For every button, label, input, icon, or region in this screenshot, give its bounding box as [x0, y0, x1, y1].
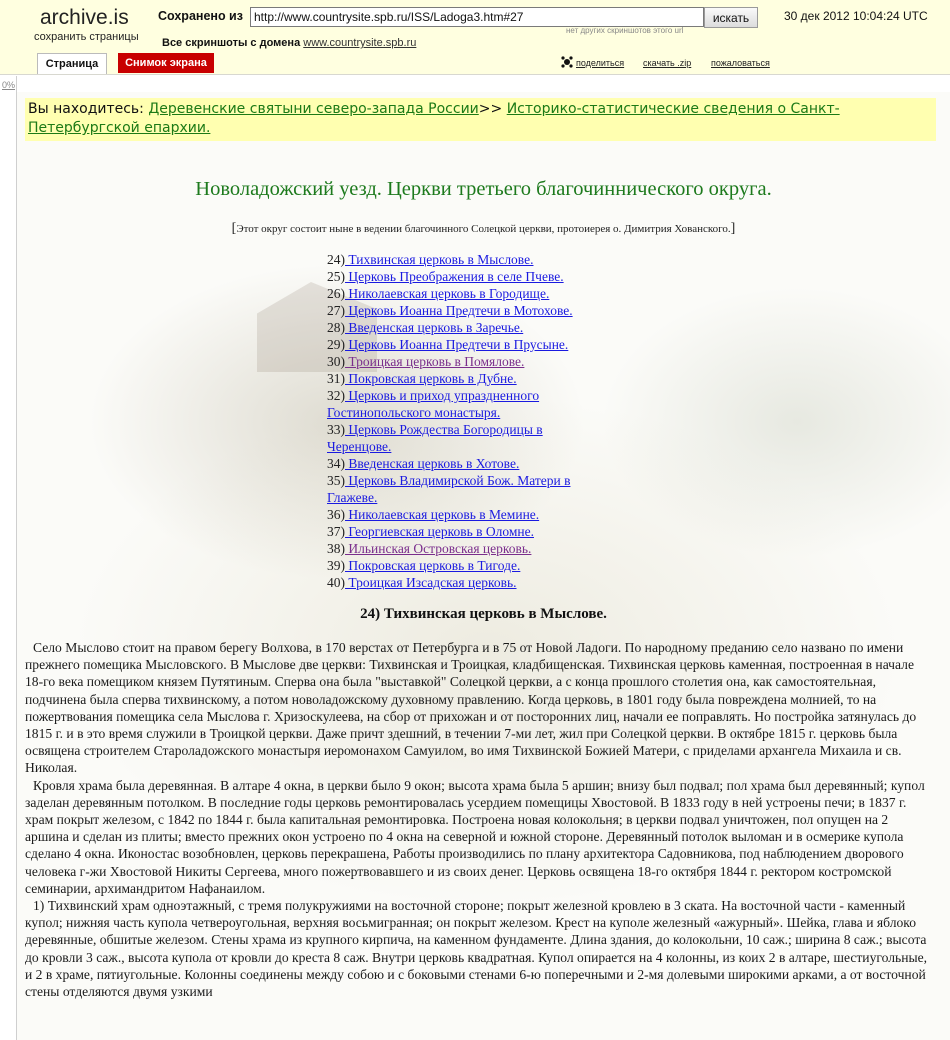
tab-page[interactable]: Страница — [37, 53, 107, 74]
district-note-text: Этот округ состоит ныне в ведении благочинного Солецкой церкви, протоиерея о. Димитрия Хованского. — [236, 223, 731, 235]
church-list-item — [327, 387, 587, 421]
breadcrumb-link-eparchy-info[interactable]: Историко-статистические сведения о Санкт-Петербургской епархии. — [28, 101, 840, 136]
church-list-item — [327, 506, 587, 523]
church-link[interactable]: Покровская церковь в Тигоде. — [345, 558, 521, 573]
church-list-number: 29) — [327, 337, 345, 352]
church-list-item — [327, 251, 587, 268]
all-screenshots-label — [162, 37, 416, 49]
saved-from-label: Сохранено из — [158, 9, 243, 23]
archive-logo[interactable]: archive.is — [40, 6, 129, 29]
url-input[interactable] — [250, 7, 704, 27]
church-link[interactable]: Троицкая церковь в Помялове. — [345, 354, 525, 369]
archived-page — [17, 92, 950, 1040]
church-list-number: 40) — [327, 575, 345, 590]
church-list-number: 32) — [327, 388, 345, 403]
church-list-item — [327, 557, 587, 574]
church-list-number: 33) — [327, 422, 345, 437]
church-list-number: 38) — [327, 541, 345, 556]
share-link[interactable]: поделиться — [576, 58, 625, 68]
breadcrumb-link-village-shrines[interactable]: Деревенские святыни северо-запада России — [148, 101, 479, 117]
district-note: [Этот округ состоит ныне в ведении благочинного Солецкой церкви, протоиерея о. Димитрия Хованского.] — [231, 221, 736, 236]
church-list — [327, 251, 587, 591]
church-link[interactable]: Покровская церковь в Дубне. — [345, 371, 517, 386]
church-list-item — [327, 455, 587, 472]
church-list-item — [327, 319, 587, 336]
church-list-item — [327, 574, 587, 591]
church-link[interactable]: Николаевская церковь в Городище. — [345, 286, 550, 301]
page-title: Новоладожский уезд. Церкви третьего благочиннического округа. — [195, 178, 772, 200]
church-link[interactable]: Ильинская Островская церковь. — [345, 541, 532, 556]
section-title: 24) Тихвинская церковь в Мыслове. — [360, 606, 607, 622]
church-list-item — [327, 540, 587, 557]
church-link[interactable]: Введенская церковь в Хотове. — [345, 456, 520, 471]
report-link[interactable]: пожаловаться — [711, 58, 770, 68]
church-list-number: 30) — [327, 354, 345, 369]
capture-datetime: 30 дек 2012 10:04:24 UTC — [784, 9, 928, 23]
church-list-item — [327, 421, 587, 455]
church-list-item — [327, 523, 587, 540]
paragraph: Село Мыслово стоит на правом берегу Волхова, в 170 верстах от Петербурга и в 75 от Новой Ладоги. По народному преданию село названо по имени прежнего помещика Мысловского. В Мыслове две церкви: Тихвинская и Троицкая, кладбищенская. Тихвинская церковь каменная, построенная в начале 18-го века помещиком князем Путятиным. Сперва она была "выставкой" Солецкой церкви, а с конца прошлого столетия она, как самостоятельная, подчинена была сперва тихвинскому, а потом новоладожскому духовному правлению. Когда церковь, в 1801 году была повреждена молнией, то на пожертвования помещика села Мыслова г. Хризоскулеева, на сбор от прихожан и от посторонних лиц, начали ее поправлять. Но постройка затянулась до 1815 г. и в это время служили в Троицкой церкви. Даже причт здешний, в течении 7-ми лет, жил при Солецкой церкви. В октябре 1815 г. церковь была освящена строителем Староладожского монастыря иеромонахом Самуилом, во имя Тихвинской Божией Матери, с приделами архангела Михаила и св. Николая. — [25, 640, 917, 776]
church-list-item — [327, 336, 587, 353]
church-list-number: 39) — [327, 558, 345, 573]
church-list-item — [327, 302, 587, 319]
church-list-number: 31) — [327, 371, 345, 386]
church-list-number: 34) — [327, 456, 345, 471]
church-list-item — [327, 268, 587, 285]
tab-screenshot[interactable]: Снимок экрана — [118, 53, 214, 73]
all-screenshots-text: Все скриншоты с домена — [162, 37, 301, 49]
church-list-number: 28) — [327, 320, 345, 335]
breadcrumb-prefix: Вы находитесь: — [28, 101, 144, 117]
church-list-number: 35) — [327, 473, 345, 488]
article-body — [25, 639, 935, 1000]
domain-link[interactable]: www.countrysite.spb.ru — [303, 37, 417, 49]
church-link[interactable]: Тихвинская церковь в Мыслове. — [345, 252, 534, 267]
church-list-item — [327, 353, 587, 370]
download-zip-link[interactable]: скачать .zip — [643, 58, 692, 68]
church-link[interactable]: Церковь Рождества Богородицы в Черенцове. — [327, 422, 543, 454]
no-other-screenshots-note: нет других скриншотов этого url — [566, 26, 684, 35]
scroll-percent[interactable]: 0% — [2, 80, 16, 90]
church-list-number: 27) — [327, 303, 345, 318]
church-list-item — [327, 285, 587, 302]
paragraph: 1) Тихвинский храм одноэтажный, с тремя полукружиями на восточной стороне; покрыт железной кровлею в 3 ската. На восточной части - каменный купол; нижняя часть купола четвероугольная, верхняя восьмигранная; он покрыт железом. Крест на куполе железный «ажурный». Шейка, глава и яблоко деревянные, обшитые железом. Стены храма из крупного кирпича, на каменном фундаменте. Длина здания, до колокольни, 10 саж.; ширина 8 саж.; высота до кровли 3 саж., высота купола от кровли до креста 8 саж. Внутри церковь квадратная. Купол опирается на 4 колонны, из коих 2 в алтаре, шестиугольные, и 2 в храме, пятиугольные. Колонны соединены между собою и с боковыми стенами 6-ю поперечными и 2-мя долевыми широкими арками, а от восточной стены отделяются двумя узкими — [25, 898, 928, 1000]
paragraph: Кровля храма была деревянная. В алтаре 4 окна, в церкви было 9 окон; высота храма была 5 аршин; внизу был подвал; пол храма был деревянный; купол заделан деревянным потолком. В последние годы церковь ремонтировалась усердием помещицы Хвостовой. В 1833 году в ней устроены печи; в 1837 г. храм покрыт железом, с 1842 по 1844 г. была капитальная ремонтировка. Построена новая колокольня; в церкви подвал уничтожен, пол опущен на 2 аршина и сделан из плиты; вместо прежних окон устроено по 4 окна на северной и южной стороне. Деревянный потолок выломан и в осмерике купола сделано 4 окна. Иконостас возобновлен, церковь перекрашена, Работы производились по плану архитектора Садовникова, под наблюдением дворового человека г-жи Хвостовой Никиты Сергеева, много пожертвовавшего и из своих денег. Церковь освящена 18-го октября 1844 г. ректором костромской семинарии, архимандритом Нафанаилом. — [25, 777, 925, 896]
church-list-number: 24) — [327, 252, 345, 267]
church-list-item — [327, 370, 587, 387]
church-list-number: 26) — [327, 286, 345, 301]
church-link[interactable]: Введенская церковь в Заречье. — [345, 320, 524, 335]
church-list-number: 37) — [327, 524, 345, 539]
church-link[interactable]: Николаевская церковь в Мемине. — [345, 507, 540, 522]
church-list-item — [327, 472, 587, 506]
church-link[interactable]: Церковь и приход упраздненного Гостинопольского монастыря. — [327, 388, 540, 420]
church-link[interactable]: Церковь Преображения в селе Пчеве. — [345, 269, 564, 284]
breadcrumb-separator: >> — [478, 101, 503, 117]
archive-header — [0, 0, 950, 74]
breadcrumb — [25, 98, 936, 141]
search-button[interactable]: искать — [704, 7, 758, 28]
header-divider — [0, 74, 950, 75]
church-list-number: 36) — [327, 507, 345, 522]
church-link[interactable]: Церковь Иоанна Предтечи в Прусыне. — [345, 337, 569, 352]
church-link[interactable]: Троицкая Изсадская церковь. — [345, 575, 517, 590]
church-list-number: 25) — [327, 269, 345, 284]
church-link[interactable]: Георгиевская церковь в Оломне. — [345, 524, 534, 539]
archive-logo-subtitle: сохранить страницы — [34, 31, 139, 43]
church-link[interactable]: Церковь Владимирской Бож. Матери в Глажеве. — [327, 473, 571, 505]
share-icon[interactable] — [561, 56, 573, 68]
church-link[interactable]: Церковь Иоанна Предтечи в Мотохове. — [345, 303, 573, 318]
